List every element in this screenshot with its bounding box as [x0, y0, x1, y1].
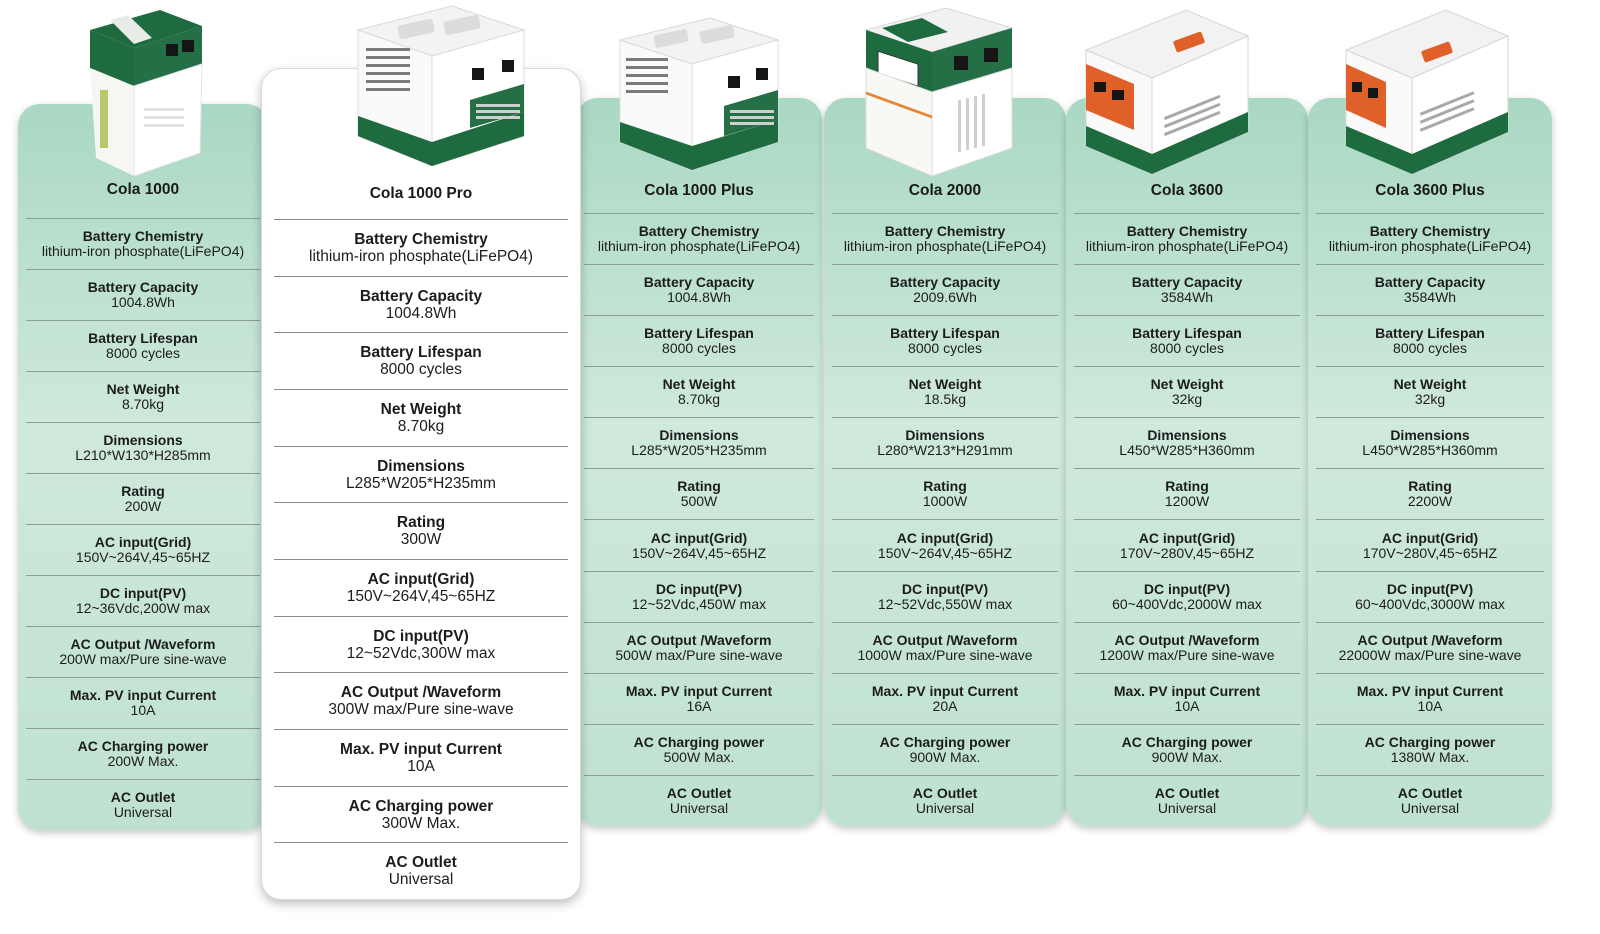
spec-pv-current	[1074, 673, 1300, 724]
spec-value: lithium-iron phosphate(LiFePO4)	[1328, 238, 1532, 255]
spec-value: 300W max/Pure sine-wave	[328, 701, 514, 719]
spec-weight	[584, 366, 814, 417]
spec-value: 900W Max.	[1151, 748, 1223, 765]
spec-dc-input	[26, 575, 260, 626]
spec-list	[1316, 213, 1544, 826]
spec-value: 10A	[130, 702, 156, 718]
spec-value: 32kg	[1414, 391, 1446, 408]
spec-ac-charging	[832, 724, 1058, 775]
spec-label: AC Output /Waveform	[872, 631, 1018, 648]
spec-value: 8000 cycles	[1393, 340, 1467, 357]
spec-value: L210*W130*H285mm	[75, 447, 211, 463]
spec-label: Battery Chemistry	[354, 230, 488, 248]
spec-label: AC Charging power	[348, 797, 494, 815]
spec-value: 32kg	[1171, 391, 1203, 408]
spec-value: 1200W max/Pure sine-wave	[1099, 646, 1275, 663]
spec-label: AC Outlet	[666, 784, 732, 801]
spec-capacity	[832, 264, 1058, 315]
spec-label: DC input(PV)	[1143, 580, 1231, 597]
spec-rating	[26, 473, 260, 524]
spec-value: 8.70kg	[121, 396, 165, 412]
spec-label: Max. PV input Current	[625, 682, 773, 699]
spec-label: AC input(Grid)	[650, 529, 748, 546]
spec-ac-output	[26, 626, 260, 677]
spec-label: Battery Lifespan	[644, 325, 754, 342]
spec-value: Universal	[1157, 799, 1217, 816]
spec-lifespan	[1316, 315, 1544, 366]
spec-weight	[26, 371, 260, 422]
spec-lifespan	[26, 320, 260, 371]
spec-rating	[274, 502, 568, 559]
spec-value: 8.70kg	[397, 417, 445, 435]
spec-list	[274, 219, 568, 899]
spec-value: 200W Max.	[107, 753, 179, 769]
spec-value: 18.5kg	[923, 391, 967, 408]
spec-pv-current	[274, 729, 568, 786]
product-image-cola-3600-plus	[1342, 6, 1514, 176]
spec-capacity	[1316, 264, 1544, 315]
spec-dc-input	[584, 571, 814, 622]
spec-label: AC Charging power	[1364, 733, 1496, 750]
spec-label: Rating	[396, 514, 446, 532]
spec-ac-charging	[1316, 724, 1544, 775]
spec-capacity	[274, 276, 568, 333]
spec-label: Battery Capacity	[889, 274, 1001, 291]
spec-label: AC Output /Waveform	[1114, 631, 1260, 648]
spec-value: 200W max/Pure sine-wave	[59, 651, 227, 667]
spec-label: Rating	[1165, 478, 1209, 495]
spec-label: AC Outlet	[385, 854, 457, 872]
spec-value: Universal	[669, 799, 729, 816]
product-image-cola-1000	[82, 8, 207, 178]
product-name: Cola 2000	[908, 182, 982, 199]
spec-chemistry	[26, 218, 260, 269]
spec-value: lithium-iron phosphate(LiFePO4)	[1085, 238, 1289, 255]
spec-value: 10A	[407, 757, 435, 775]
spec-label: Net Weight	[106, 381, 180, 397]
spec-value: 150V~264V,45~65HZ	[877, 544, 1013, 561]
spec-value: 150V~264V,45~65HZ	[75, 549, 211, 565]
spec-list	[584, 213, 814, 826]
spec-value: L285*W205*H235mm	[346, 474, 496, 492]
spec-label: Battery Capacity	[87, 279, 199, 295]
product-card-cola-3600-plus	[1308, 98, 1552, 826]
spec-value: 1200W	[1164, 493, 1210, 510]
spec-value: 16A	[686, 697, 712, 714]
spec-lifespan	[274, 332, 568, 389]
spec-label: Battery Chemistry	[884, 223, 1006, 240]
spec-value: 10A	[1174, 697, 1200, 714]
spec-label: AC Outlet	[110, 789, 176, 805]
spec-label: AC input(Grid)	[94, 534, 192, 550]
spec-ac-output	[274, 672, 568, 729]
spec-label: Battery Capacity	[359, 287, 483, 305]
spec-ac-outlet	[26, 779, 260, 830]
spec-label: Dimensions	[659, 427, 739, 444]
spec-ac-input	[274, 559, 568, 616]
spec-pv-current	[26, 677, 260, 728]
spec-label: Battery Lifespan	[88, 330, 198, 346]
spec-chemistry	[584, 213, 814, 264]
spec-capacity	[1074, 264, 1300, 315]
spec-label: AC input(Grid)	[896, 529, 994, 546]
spec-label: AC input(Grid)	[367, 570, 475, 588]
spec-label: Battery Chemistry	[82, 228, 204, 244]
spec-value: 8000 cycles	[662, 340, 736, 357]
spec-value: 3584Wh	[1403, 289, 1457, 306]
spec-value: 8000 cycles	[380, 361, 462, 379]
spec-capacity	[26, 269, 260, 320]
product-card-cola-3600	[1066, 98, 1308, 826]
spec-dc-input	[1074, 571, 1300, 622]
spec-ac-input	[1316, 519, 1544, 570]
product-image-cola-1000-pro	[352, 4, 532, 169]
spec-label: Max. PV input Current	[1113, 682, 1261, 699]
spec-ac-charging	[584, 724, 814, 775]
spec-label: Battery Lifespan	[1375, 325, 1485, 342]
spec-ac-outlet	[274, 842, 568, 899]
spec-ac-charging	[274, 786, 568, 843]
spec-dc-input	[832, 571, 1058, 622]
spec-label: Dimensions	[1390, 427, 1470, 444]
spec-ac-output	[584, 622, 814, 673]
spec-label: AC Outlet	[912, 784, 978, 801]
spec-rating	[1074, 468, 1300, 519]
spec-ac-outlet	[1316, 775, 1544, 826]
spec-value: 12~52Vdc,450W max	[631, 595, 767, 612]
spec-label: DC input(PV)	[373, 627, 469, 645]
spec-value: 1000W max/Pure sine-wave	[857, 646, 1033, 663]
spec-value: 170V~280V,45~65HZ	[1119, 544, 1255, 561]
spec-ac-input	[26, 524, 260, 575]
spec-ac-charging	[26, 728, 260, 779]
product-image-cola-1000-plus	[614, 16, 784, 174]
product-card-cola-1000-pro	[261, 68, 581, 900]
spec-value: 12~36Vdc,200W max	[75, 600, 211, 616]
product-name: Cola 1000 Plus	[644, 182, 754, 199]
spec-rating	[1316, 468, 1544, 519]
spec-value: 1004.8Wh	[111, 294, 175, 310]
spec-label: AC Outlet	[1154, 784, 1220, 801]
spec-label: Battery Lifespan	[890, 325, 1000, 342]
spec-value: 8000 cycles	[106, 345, 180, 361]
spec-ac-output	[1316, 622, 1544, 673]
spec-dimensions	[584, 417, 814, 468]
spec-value: 500W	[680, 493, 718, 510]
spec-lifespan	[1074, 315, 1300, 366]
spec-label: Battery Capacity	[643, 274, 755, 291]
spec-value: L450*W285*H360mm	[1119, 442, 1255, 459]
spec-label: Net Weight	[908, 376, 982, 393]
spec-ac-output	[832, 622, 1058, 673]
spec-value: Universal	[1400, 799, 1460, 816]
spec-label: DC input(PV)	[1386, 580, 1474, 597]
spec-label: Dimensions	[905, 427, 985, 444]
spec-value: 900W Max.	[909, 748, 981, 765]
spec-label: Max. PV input Current	[69, 687, 217, 703]
spec-value: 200W	[124, 498, 162, 514]
spec-value: 12~52Vdc,300W max	[346, 644, 496, 662]
spec-label: Max. PV input Current	[871, 682, 1019, 699]
spec-chemistry	[1074, 213, 1300, 264]
spec-label: Battery Lifespan	[360, 344, 482, 362]
spec-weight	[274, 389, 568, 446]
spec-value: lithium-iron phosphate(LiFePO4)	[309, 247, 533, 265]
spec-label: DC input(PV)	[99, 585, 187, 601]
spec-label: Max. PV input Current	[1356, 682, 1504, 699]
spec-value: 150V~264V,45~65HZ	[631, 544, 767, 561]
spec-label: Net Weight	[1393, 376, 1467, 393]
spec-label: AC Outlet	[1397, 784, 1463, 801]
spec-rating	[584, 468, 814, 519]
spec-value: Universal	[915, 799, 975, 816]
spec-label: Battery Capacity	[1374, 274, 1486, 291]
spec-value: 150V~264V,45~65HZ	[346, 587, 496, 605]
spec-label: DC input(PV)	[655, 580, 743, 597]
spec-ac-outlet	[1074, 775, 1300, 826]
spec-ac-input	[584, 519, 814, 570]
spec-chemistry	[1316, 213, 1544, 264]
spec-value: 500W max/Pure sine-wave	[615, 646, 783, 663]
spec-label: Battery Chemistry	[638, 223, 760, 240]
spec-value: 1004.8Wh	[667, 289, 731, 306]
spec-ac-charging	[1074, 724, 1300, 775]
product-image-cola-2000	[862, 6, 1017, 178]
spec-label: Rating	[1408, 478, 1452, 495]
spec-label: AC Output /Waveform	[626, 631, 772, 648]
spec-label: AC Output /Waveform	[1357, 631, 1503, 648]
spec-list	[26, 218, 260, 830]
spec-label: Battery Chemistry	[1126, 223, 1248, 240]
spec-label: Rating	[923, 478, 967, 495]
spec-weight	[1316, 366, 1544, 417]
spec-rating	[832, 468, 1058, 519]
spec-weight	[1074, 366, 1300, 417]
spec-value: 1000W	[922, 493, 968, 510]
spec-label: Rating	[677, 478, 721, 495]
spec-lifespan	[584, 315, 814, 366]
spec-value: 60~400Vdc,2000W max	[1112, 595, 1262, 612]
product-card-cola-1000-plus	[576, 98, 822, 826]
spec-value: 8.70kg	[677, 391, 721, 408]
product-name: Cola 1000 Pro	[369, 185, 473, 202]
spec-dimensions	[274, 446, 568, 503]
spec-ac-input	[832, 519, 1058, 570]
spec-value: 300W Max.	[381, 814, 461, 832]
spec-dc-input	[274, 616, 568, 673]
spec-dimensions	[832, 417, 1058, 468]
spec-ac-input	[1074, 519, 1300, 570]
spec-value: L285*W205*H235mm	[631, 442, 767, 459]
spec-label: Dimensions	[377, 457, 465, 475]
spec-label: Dimensions	[1147, 427, 1227, 444]
spec-label: AC Output /Waveform	[70, 636, 216, 652]
product-name: Cola 3600 Plus	[1375, 182, 1485, 199]
spec-label: Battery Lifespan	[1132, 325, 1242, 342]
product-card-cola-1000	[18, 104, 268, 830]
spec-weight	[832, 366, 1058, 417]
spec-value: lithium-iron phosphate(LiFePO4)	[843, 238, 1047, 255]
spec-value: Universal	[388, 871, 454, 889]
spec-value: lithium-iron phosphate(LiFePO4)	[41, 243, 245, 259]
spec-label: AC input(Grid)	[1138, 529, 1236, 546]
spec-label: Max. PV input Current	[340, 740, 502, 758]
spec-dimensions	[1316, 417, 1544, 468]
spec-label: Net Weight	[1150, 376, 1224, 393]
spec-label: AC input(Grid)	[1381, 529, 1479, 546]
spec-label: Net Weight	[662, 376, 736, 393]
spec-dimensions	[1074, 417, 1300, 468]
spec-label: Rating	[121, 483, 165, 499]
spec-label: AC Charging power	[633, 733, 765, 750]
product-name: Cola 3600	[1150, 182, 1224, 199]
spec-value: 2200W	[1407, 493, 1453, 510]
spec-capacity	[584, 264, 814, 315]
spec-value: 22000W max/Pure sine-wave	[1338, 646, 1522, 663]
spec-dc-input	[1316, 571, 1544, 622]
spec-value: lithium-iron phosphate(LiFePO4)	[597, 238, 801, 255]
spec-value: L280*W213*H291mm	[877, 442, 1013, 459]
product-card-cola-2000	[824, 98, 1066, 826]
spec-pv-current	[584, 673, 814, 724]
spec-pv-current	[1316, 673, 1544, 724]
spec-label: Dimensions	[103, 432, 183, 448]
spec-value: 3584Wh	[1160, 289, 1214, 306]
spec-ac-outlet	[584, 775, 814, 826]
spec-value: 500W Max.	[663, 748, 735, 765]
spec-list	[832, 213, 1058, 826]
spec-ac-outlet	[832, 775, 1058, 826]
spec-value: 300W	[400, 531, 442, 549]
spec-value: 1380W Max.	[1390, 748, 1470, 765]
spec-chemistry	[274, 219, 568, 276]
spec-value: L450*W285*H360mm	[1362, 442, 1498, 459]
spec-label: AC Charging power	[77, 738, 209, 754]
spec-label: AC Output /Waveform	[340, 684, 502, 702]
spec-ac-output	[1074, 622, 1300, 673]
spec-value: 1004.8Wh	[385, 304, 457, 322]
spec-pv-current	[832, 673, 1058, 724]
spec-value: Universal	[113, 804, 173, 820]
spec-lifespan	[832, 315, 1058, 366]
spec-value: 8000 cycles	[908, 340, 982, 357]
spec-dimensions	[26, 422, 260, 473]
spec-value: 8000 cycles	[1150, 340, 1224, 357]
spec-label: Battery Chemistry	[1369, 223, 1491, 240]
spec-value: 20A	[932, 697, 958, 714]
spec-value: 60~400Vdc,3000W max	[1355, 595, 1505, 612]
product-name: Cola 1000	[106, 181, 180, 198]
spec-label: Battery Capacity	[1131, 274, 1243, 291]
spec-value: 2009.6Wh	[913, 289, 977, 306]
spec-label: AC Charging power	[1121, 733, 1253, 750]
spec-value: 12~52Vdc,550W max	[877, 595, 1013, 612]
spec-label: AC Charging power	[879, 733, 1011, 750]
spec-list	[1074, 213, 1300, 826]
product-image-cola-3600	[1082, 6, 1254, 176]
spec-value: 10A	[1417, 697, 1443, 714]
spec-label: Net Weight	[380, 400, 462, 418]
spec-value: 170V~280V,45~65HZ	[1362, 544, 1498, 561]
spec-chemistry	[832, 213, 1058, 264]
spec-label: DC input(PV)	[901, 580, 989, 597]
